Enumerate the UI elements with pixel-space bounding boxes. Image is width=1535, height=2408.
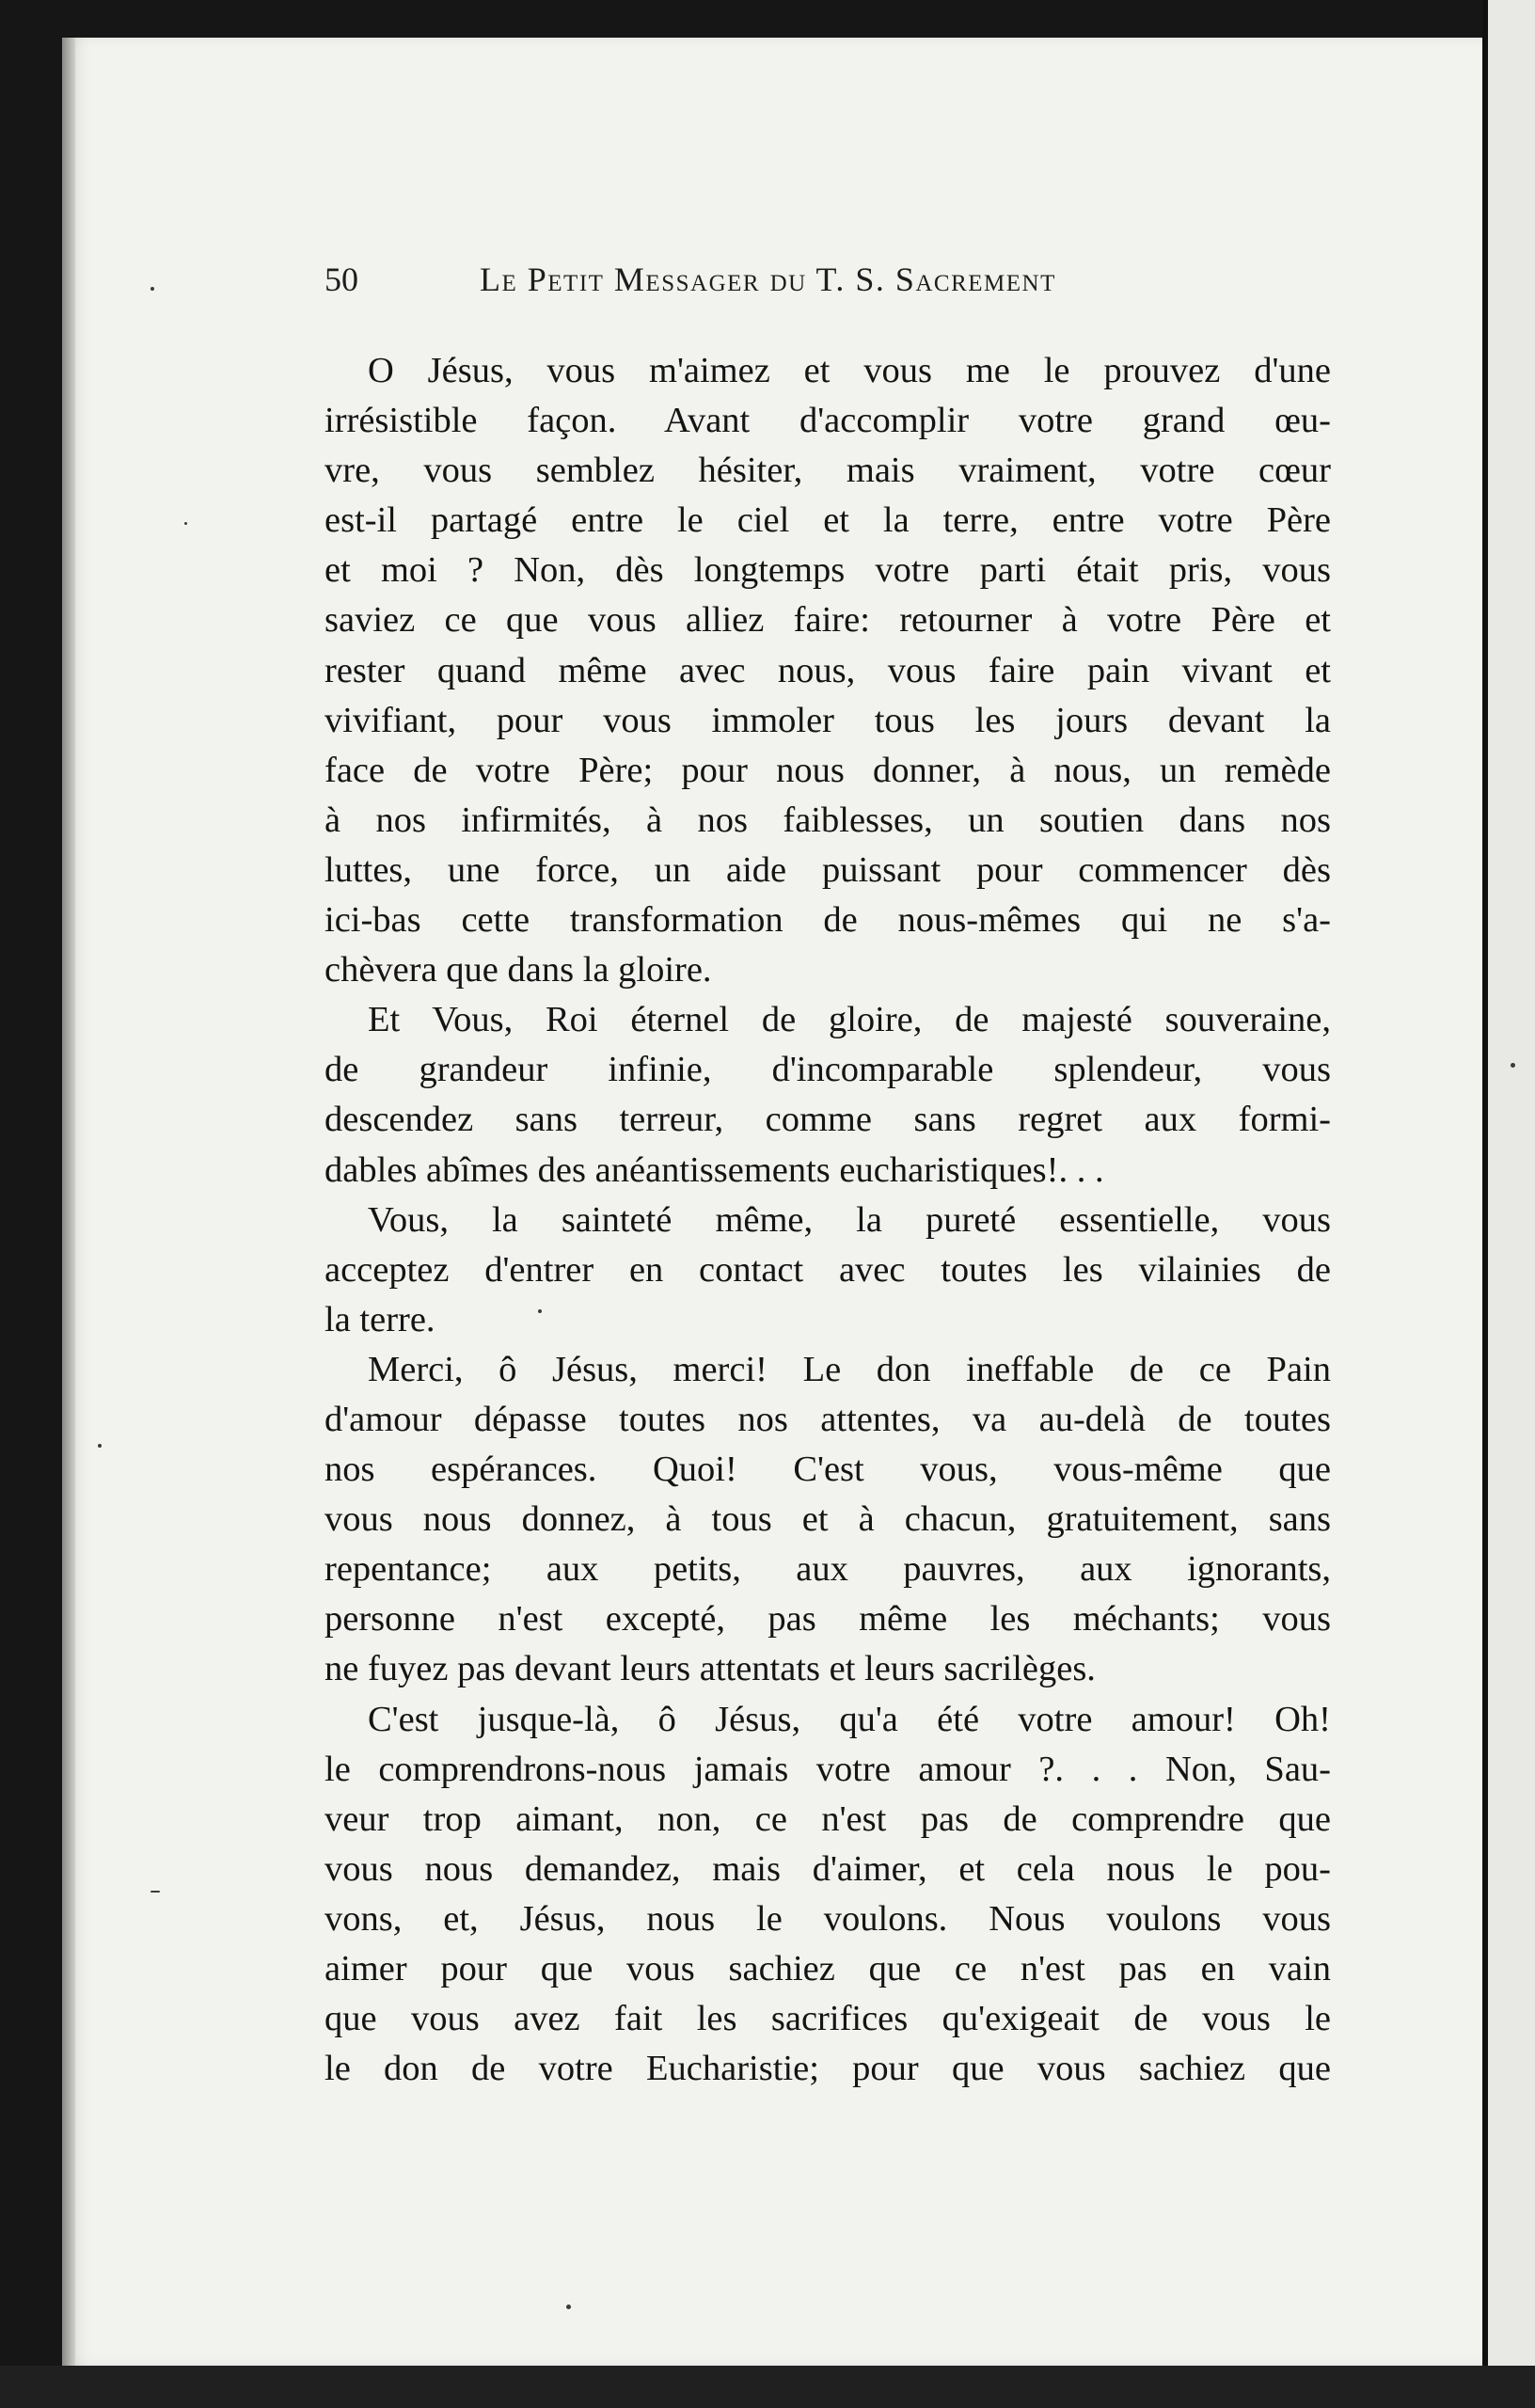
text-line: Merci, ô Jésus, merci! Le don ineffable de ce Pain [368, 1349, 1331, 1389]
text-line: de grandeur infinie, d'incomparable splendeur, vous [324, 1050, 1331, 1090]
page-header [324, 260, 1331, 309]
text-line: vous nous demandez, mais d'aimer, et cela nous le pou- [324, 1848, 1331, 1889]
body-text [324, 346, 1331, 2094]
page-number: 50 [324, 261, 358, 298]
text-line: vous nous donnez, à tous et à chacun, gratuitement, sans [324, 1499, 1331, 1540]
text-line: face de votre Père; pour nous donner, à nous, un remède [324, 750, 1331, 790]
text-line: O Jésus, vous m'aimez et vous me le prouvez d'une [368, 351, 1331, 390]
text-line: ici-bas cette transformation de nous-mêmes qui ne s'a- [324, 900, 1331, 941]
text-line: saviez ce que vous alliez faire: retourner à votre Père et [324, 600, 1331, 641]
text-line: luttes, une force, un aide puissant pour commencer dès [324, 849, 1331, 890]
text-line: la terre. [324, 1299, 435, 1339]
running-title: Le Petit Messager du T. S. Sacrement [480, 261, 1056, 298]
adjacent-page-edge [1482, 0, 1535, 2408]
paper-speck [150, 287, 154, 291]
text-line: chèvera que dans la gloire. [324, 950, 712, 990]
text-line: ne fuyez pas devant leurs attentats et leurs sacrilèges. [324, 1649, 1096, 1689]
text-line: dables abîmes des anéantissements eucharistiques!. . . [324, 1149, 1104, 1190]
text-line: vivifiant, pour vous immoler tous les jours devant la [324, 700, 1331, 740]
text-line: veur trop aimant, non, ce n'est pas de comprendre que [324, 1798, 1331, 1839]
text-line: nos espérances. Quoi! C'est vous, vous-même que [324, 1450, 1331, 1490]
page-gutter-shadow [62, 38, 75, 2366]
text-line: Et Vous, Roi éternel de gloire, de majesté souveraine, [368, 1000, 1331, 1040]
paper-speck [98, 1444, 102, 1448]
paper-speck [1511, 1063, 1515, 1068]
text-line: le don de votre Eucharistie; pour que vous sachiez que [324, 2049, 1331, 2089]
text-line: repentance; aux petits, aux pauvres, aux ignorants, [324, 1549, 1331, 1590]
text-line: le comprendrons-nous jamais votre amour ?. . . Non, Sau- [324, 1749, 1331, 1789]
text-line: d'amour dépasse toutes nos attentes, va au-delà de toutes [324, 1399, 1331, 1439]
text-line: irrésistible façon. Avant d'accomplir votre grand œu- [324, 401, 1331, 441]
scanner-border [0, 2366, 1535, 2408]
text-line: acceptez d'entrer en contact avec toutes les vilainies de [324, 1249, 1331, 1290]
text-line: vre, vous semblez hésiter, mais vraiment, votre cœur [324, 451, 1331, 491]
text-line: et moi ? Non, dès longtemps votre parti était pris, vous [324, 550, 1331, 591]
paper-speck [150, 1891, 160, 1893]
paper-speck [566, 2305, 571, 2309]
text-line: vons, et, Jésus, nous le voulons. Nous voulons vous [324, 1898, 1331, 1939]
text-line: descendez sans terreur, comme sans regret aux formi- [324, 1100, 1331, 1140]
text-line: Vous, la sainteté même, la pureté essentielle, vous [368, 1199, 1331, 1240]
paper-speck [538, 1309, 542, 1313]
text-line: est-il partagé entre le ciel et la terre, entre votre Père [324, 500, 1331, 541]
text-line: aimer pour que vous sachiez que ce n'est pas en vain [324, 1949, 1331, 1988]
text-line: à nos infirmités, à nos faiblesses, un soutien dans nos [324, 800, 1331, 840]
text-line: personne n'est excepté, pas même les méchants; vous [324, 1599, 1331, 1640]
text-line: rester quand même avec nous, vous faire pain vivant et [324, 650, 1331, 690]
paper-speck [184, 522, 187, 525]
text-line: que vous avez fait les sacrifices qu'exigeait de vous le [324, 1999, 1331, 2039]
text-line: C'est jusque-là, ô Jésus, qu'a été votre amour! Oh! [368, 1699, 1331, 1739]
